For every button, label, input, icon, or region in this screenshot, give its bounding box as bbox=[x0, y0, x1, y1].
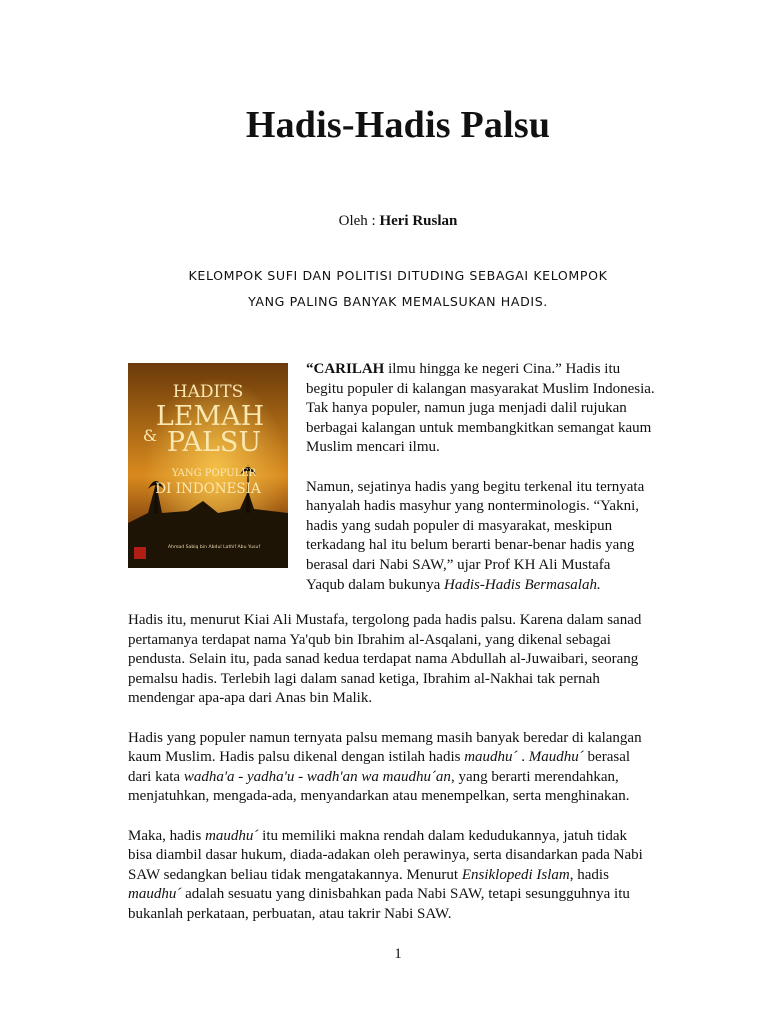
book-cover-illustration bbox=[128, 363, 288, 568]
body-text bbox=[128, 611, 668, 944]
text-run: Hadis itu, menurut Kiai Ali Mustafa, tergolong pada hadis palsu. Karena dalam sanad bbox=[128, 612, 642, 628]
text-line bbox=[306, 556, 678, 576]
text-line bbox=[306, 478, 678, 498]
italic-text: Hadis-Hadis Bermasalah. bbox=[444, 576, 601, 593]
italic-text: wadha'a - yadha'u - bbox=[183, 768, 307, 785]
text-line bbox=[128, 885, 668, 905]
body-paragraph bbox=[128, 611, 668, 709]
italic-text: maudhu´ bbox=[128, 886, 182, 903]
text-line bbox=[128, 631, 668, 651]
text-line bbox=[306, 399, 678, 419]
text-line bbox=[306, 497, 678, 517]
text-line bbox=[306, 576, 678, 596]
text-run: bisa diambil dasar hukum, diada-adakan oleh perawinya, serta disandarkan pada Nabi bbox=[128, 847, 643, 864]
text-run: itu memiliki makna rendah dalam kedudukannya, jatuh tidak bbox=[258, 827, 628, 844]
text-run: ilmu hingga ke negeri Cina.” Hadis itu bbox=[384, 361, 621, 377]
text-run: Namun, sejatinya hadis yang begitu terkenal itu ternyata bbox=[306, 478, 645, 495]
subhead-line: KELOMPOK SUFI DAN POLITISI DITUDING SEBAGAI KELOMPOK bbox=[188, 268, 608, 283]
text-line bbox=[128, 846, 668, 866]
text-run: pemalsu hadis. Terlebih lagi dalam sanad ketiga, Ibrahim al-Nakhai tak pernah bbox=[128, 670, 600, 687]
intro-text bbox=[306, 360, 678, 615]
text-run: begitu populer di kalangan masyarakat Muslim Indonesia. bbox=[306, 380, 655, 397]
page-title: Hadis-Hadis Palsu bbox=[245, 104, 551, 146]
text-run: berasal bbox=[583, 749, 631, 766]
italic-text: wadh'an wa maudhu´an bbox=[306, 768, 451, 785]
text-line bbox=[128, 866, 668, 886]
text-run: Yaqub dalam bukunya bbox=[306, 576, 445, 593]
cover-subtitle-line2: DI INDONESIA bbox=[155, 481, 261, 497]
cover-ampersand: & bbox=[142, 426, 158, 445]
text-run: hadis yang sudah populer di masyarakat, meskipun bbox=[306, 517, 613, 534]
publisher-logo bbox=[134, 547, 146, 559]
bold-text: “CARILAH bbox=[306, 361, 385, 377]
page-number: 1 bbox=[394, 946, 402, 962]
text-run: Muslim mencari ilmu. bbox=[306, 439, 440, 456]
italic-text: maudhu´ bbox=[464, 749, 518, 766]
cover-title-line3: PALSU bbox=[166, 427, 262, 458]
cover-title-line1: HADITS bbox=[172, 382, 244, 402]
intro-paragraph bbox=[306, 478, 678, 596]
italic-text: Maudhu´ bbox=[528, 749, 584, 766]
text-run: hanyalah hadis masyhur yang nonterminologis. “Yakni, bbox=[306, 498, 640, 515]
intro-paragraph bbox=[306, 360, 678, 458]
text-line bbox=[128, 827, 668, 847]
text-line bbox=[306, 517, 678, 537]
book-cover-image bbox=[128, 363, 288, 568]
text-run: pertamanya terdapat nama Ya'qub bin Ibrahim al-Asqalani, yang dikenal sebagai bbox=[128, 631, 611, 648]
text-line bbox=[128, 670, 668, 690]
cover-subtitle-line1: YANG POPULER bbox=[171, 468, 257, 479]
text-line bbox=[128, 787, 668, 807]
text-run: adalah sesuatu yang dinisbahkan pada Nabi SAW, tetapi sesungguhnya itu bbox=[181, 886, 630, 903]
text-line bbox=[306, 419, 678, 439]
byline-author: Heri Ruslan bbox=[379, 213, 458, 229]
text-run: bukanlah perkataan, perbuatan, atau takrir Nabi SAW. bbox=[128, 905, 452, 922]
text-run: menjatuhkan, mengada-ada, menyandarkan atau menempelkan, serta menghinakan. bbox=[128, 788, 630, 805]
text-run: SAW sedangkan beliau tidak mengatakannya. Menurut bbox=[128, 866, 462, 883]
text-run: Hadis yang populer namun ternyata palsu memang masih banyak beredar di kalangan bbox=[128, 729, 642, 746]
text-run: berbagai kalangan untuk membangkitkan semangat kaum bbox=[306, 419, 652, 436]
text-line bbox=[128, 689, 668, 709]
body-paragraph bbox=[128, 827, 668, 925]
text-line bbox=[128, 748, 668, 768]
text-line bbox=[128, 650, 668, 670]
body-paragraph bbox=[128, 729, 668, 807]
text-run: , hadis bbox=[569, 866, 609, 883]
text-run: . bbox=[517, 749, 529, 766]
italic-text: maudhu´ bbox=[205, 827, 259, 844]
text-line bbox=[306, 360, 678, 380]
byline-prefix: Oleh : bbox=[338, 213, 380, 229]
text-line bbox=[128, 729, 668, 749]
cover-authors: Ahmad Sabiq bin Abdul Lathif Abu Yusuf bbox=[167, 545, 261, 550]
text-line bbox=[128, 905, 668, 925]
text-run: dari kata bbox=[128, 768, 184, 785]
text-line bbox=[306, 438, 678, 458]
text-line bbox=[128, 768, 668, 788]
text-line bbox=[306, 380, 678, 400]
text-line bbox=[306, 536, 678, 556]
text-run: pendusta. Selain itu, pada sanad kedua terdapat nama Abdullah al-Juwaibari, seorang bbox=[128, 651, 639, 668]
text-run: terkadang hal itu belum berarti benar-benar hadis yang bbox=[306, 537, 635, 554]
text-run: mendengar apa-apa dari Anas bin Malik. bbox=[128, 690, 373, 707]
text-line bbox=[128, 611, 668, 631]
subheadline bbox=[120, 263, 676, 315]
text-run: , yang berarti merendahkan, bbox=[450, 768, 619, 785]
italic-text: Ensiklopedi Islam bbox=[461, 866, 570, 883]
text-run: berasal dari Nabi SAW,” ujar Prof KH Ali Mustafa bbox=[306, 556, 611, 573]
text-run: Maka, hadis bbox=[128, 827, 206, 844]
cover-title-line2: LEMAH bbox=[155, 401, 265, 432]
byline bbox=[0, 213, 768, 230]
text-run: Tak hanya populer, namun juga menjadi dalil rujukan bbox=[306, 400, 627, 417]
text-run: kaum Muslim. Hadis palsu dikenal dengan istilah hadis bbox=[128, 749, 465, 766]
subhead-line: YANG PALING BANYAK MEMALSUKAN HADIS. bbox=[248, 294, 548, 309]
